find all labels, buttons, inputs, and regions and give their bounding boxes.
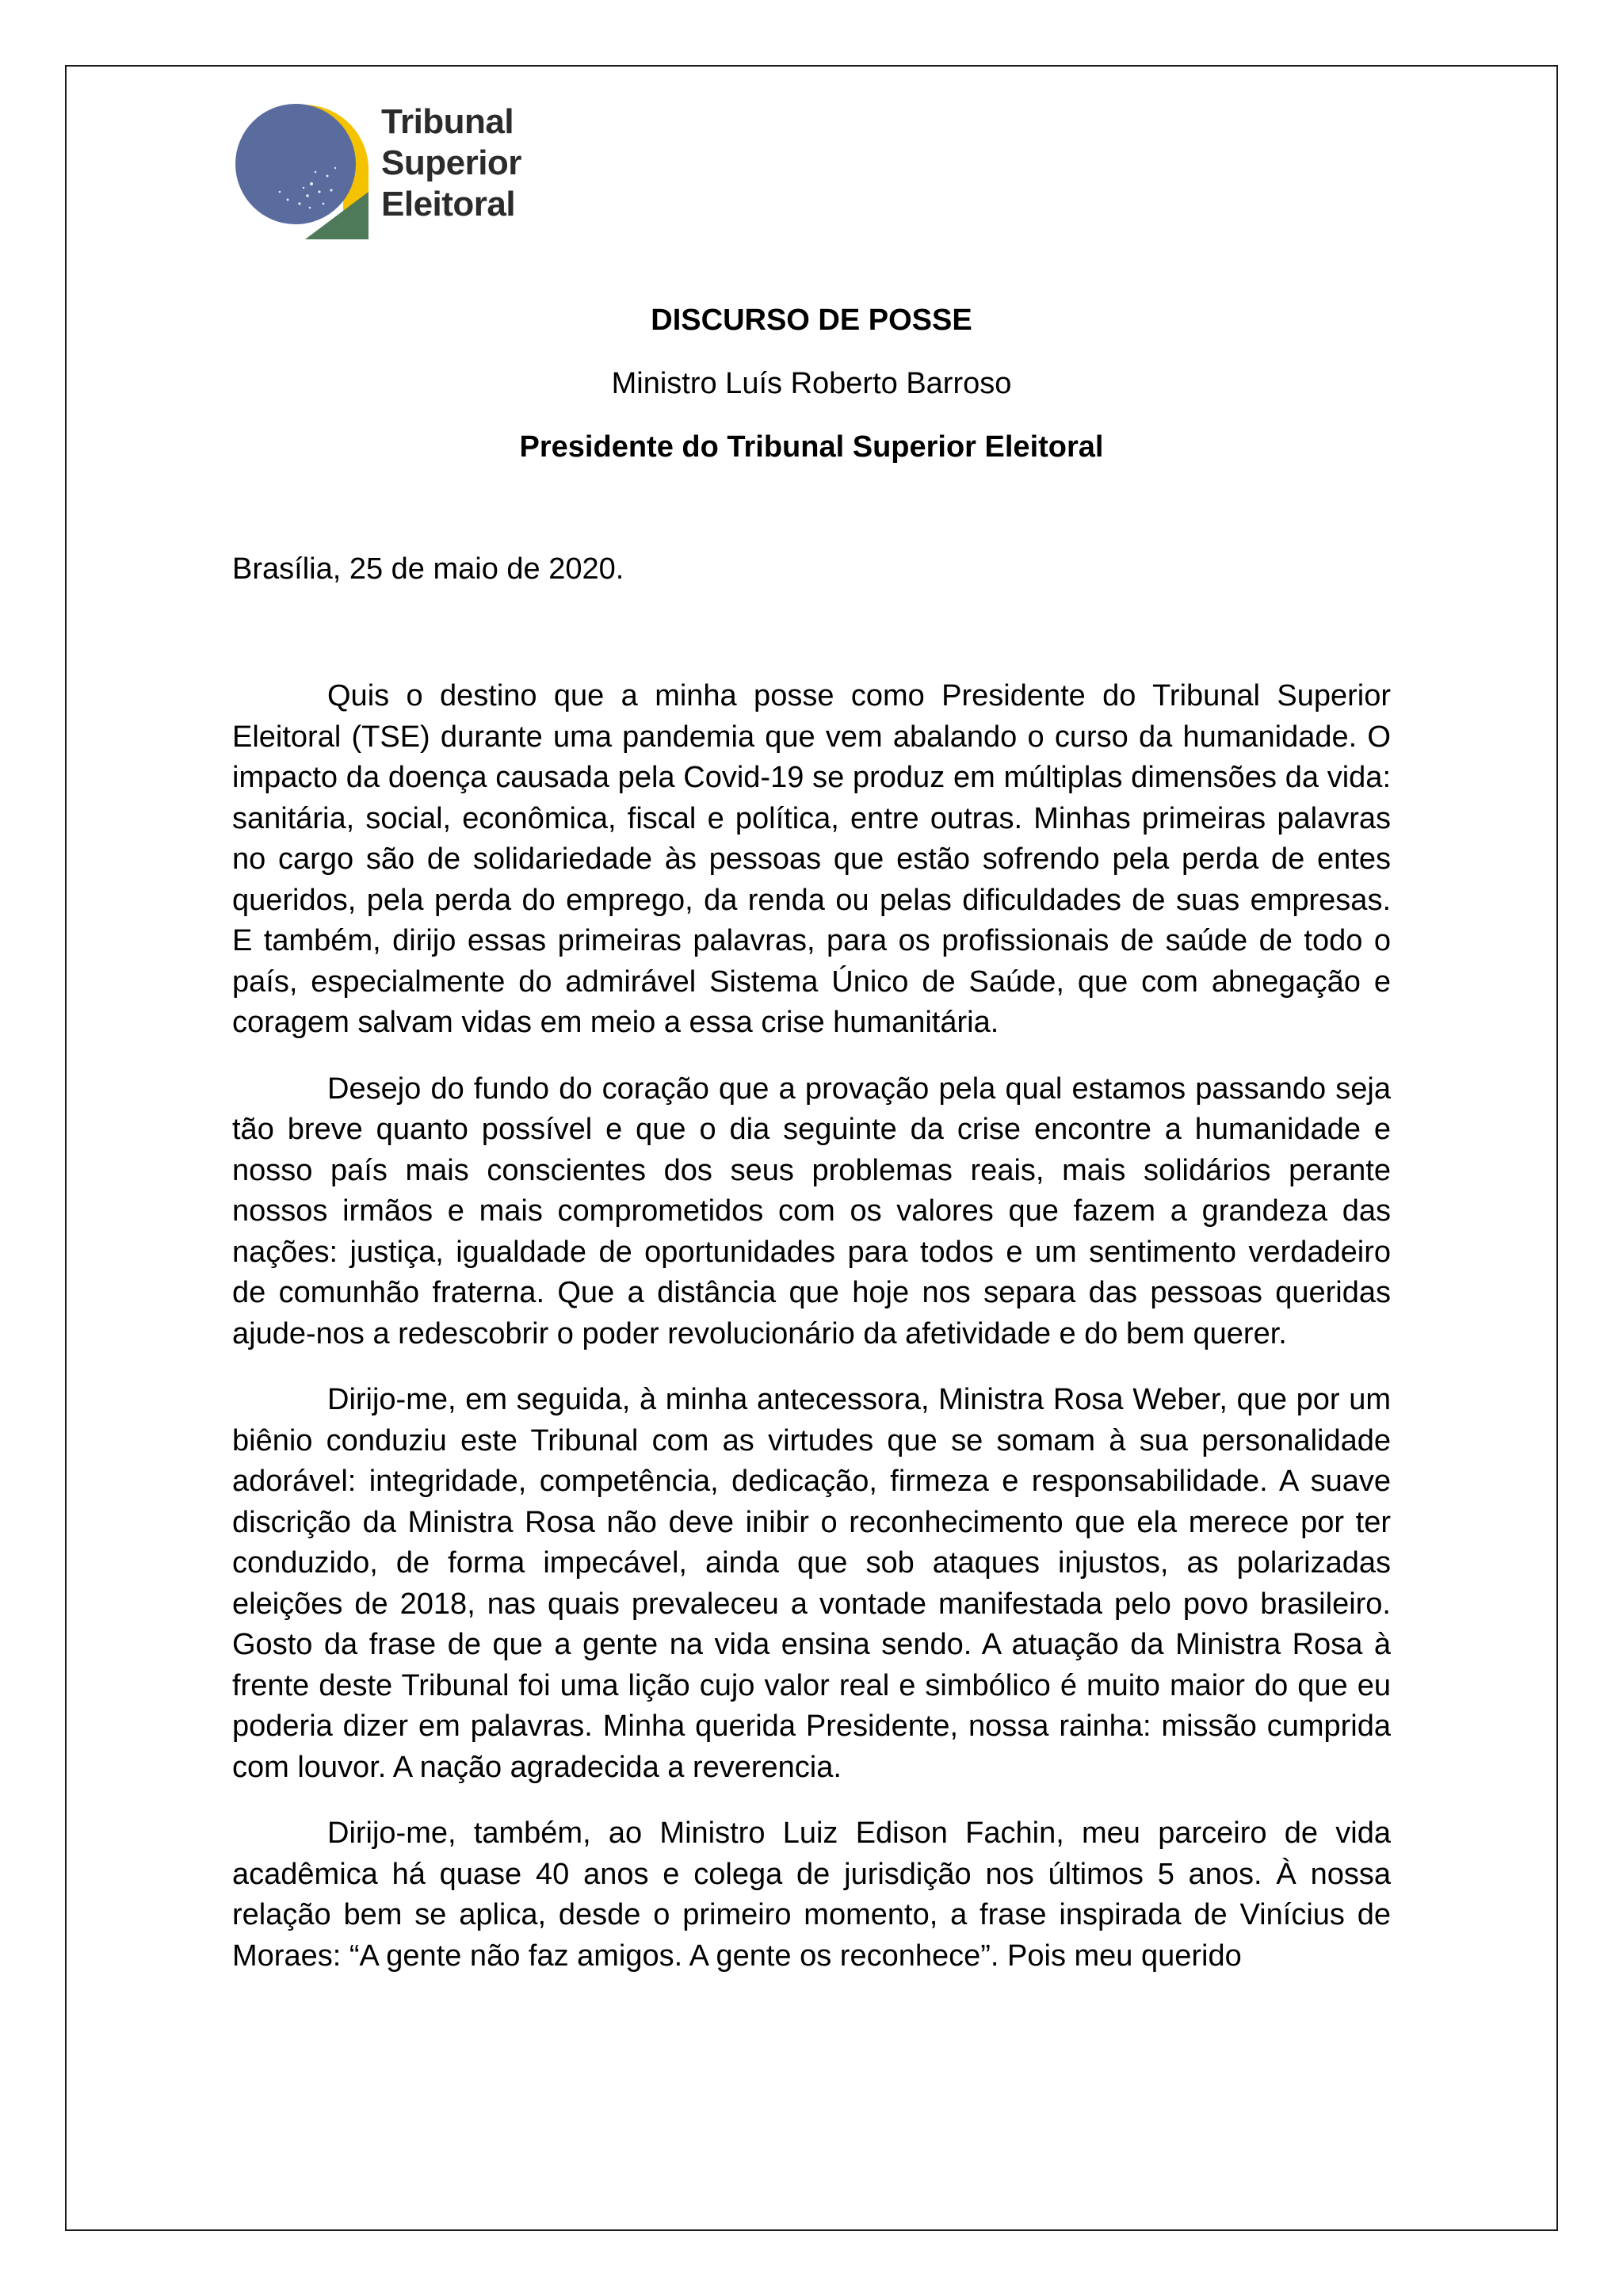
logo-line-3: Eleitoral: [381, 185, 516, 223]
speech-body: [232, 676, 1391, 2002]
paragraph: Dirijo-me, em seguida, à minha antecessora, Ministra Rosa Weber, que por um biênio conduziu este Tribunal com as virtudes que se somam à sua personalidade adorável: integridade, competência, dedicação, firmeza e responsabilidade. A suave discrição da Ministra Rosa não deve inibir o reconhecimento que ela merece por ter conduzido, de forma impecável, ainda que sob ataques injustos, as polarizadas eleições de 2018, nas quais prevaleceu a vontade manifestada pelo povo brasileiro. Gosto da frase de que a gente na vida ensina sendo. A atuação da Ministra Rosa à frente deste Tribunal foi uma lição cujo valor real e simbólico é muito maior do que eu poderia dizer em palavras. Minha querida Presidente, nossa rainha: missão cumprida com louvor. A nação agradecida a reverencia.: [232, 1383, 1391, 1784]
logo-wordmark: [381, 101, 521, 225]
document-author-position: Presidente do Tribunal Superior Eleitoral: [519, 430, 1104, 464]
tse-emblem-icon: [232, 97, 375, 239]
paragraph: Dirijo-me, também, ao Ministro Luiz Edison Fachin, meu parceiro de vida acadêmica há quase 40 anos e colega de jurisdição nos últimos 5 anos. À nossa relação bem se aplica, desde o primeiro momento, a frase inspirada de Vinícius de Moraes: “A gente não faz amigos. A gente os reconhece”. Pois meu querido: [232, 1817, 1391, 1973]
logo-line-1: Tribunal: [381, 102, 514, 141]
paragraph: Desejo do fundo do coração que a provação pela qual estamos passando seja tão breve quanto possível e que o dia seguinte da crise encontre a humanidade e nosso país mais conscientes dos seus problemas reais, mais solidários perante nossos irmãos e mais comprometidos com os valores que fazem a grandeza das nações: justiça, igualdade de oportunidades para todos e um sentimento verdadeiro de comunhão fraterna. Que a distância que hoje nos separa das pessoas queridas ajude-nos a redescobrir o poder revolucionário da afetividade e do bem querer.: [232, 1072, 1391, 1350]
document-title: DISCURSO DE POSSE: [651, 304, 972, 337]
dateline: Brasília, 25 de maio de 2020.: [232, 552, 624, 586]
logo-line-2: Superior: [381, 143, 521, 182]
document-author: Ministro Luís Roberto Barroso: [611, 367, 1012, 400]
paragraph: Quis o destino que a minha posse como Presidente do Tribunal Superior Eleitoral (TSE) durante uma pandemia que vem abalando o curso da humanidade. O impacto da doença causada pela Covid-19 se produz em múltiplas dimensões da vida: sanitária, social, econômica, fiscal e política, entre outras. Minhas primeiras palavras no cargo são de solidariedade às pessoas que estão sofrendo pela perda de entes queridos, pela perda do emprego, da renda ou pelas dificuldades de suas empresas. E também, dirijo essas primeiras palavras, para os profissionais de saúde de todo o país, especialmente do admirável Sistema Único de Saúde, que com abnegação e coragem salvam vidas em meio a essa crise humanitária.: [232, 679, 1391, 1039]
tse-logo: [232, 97, 565, 247]
